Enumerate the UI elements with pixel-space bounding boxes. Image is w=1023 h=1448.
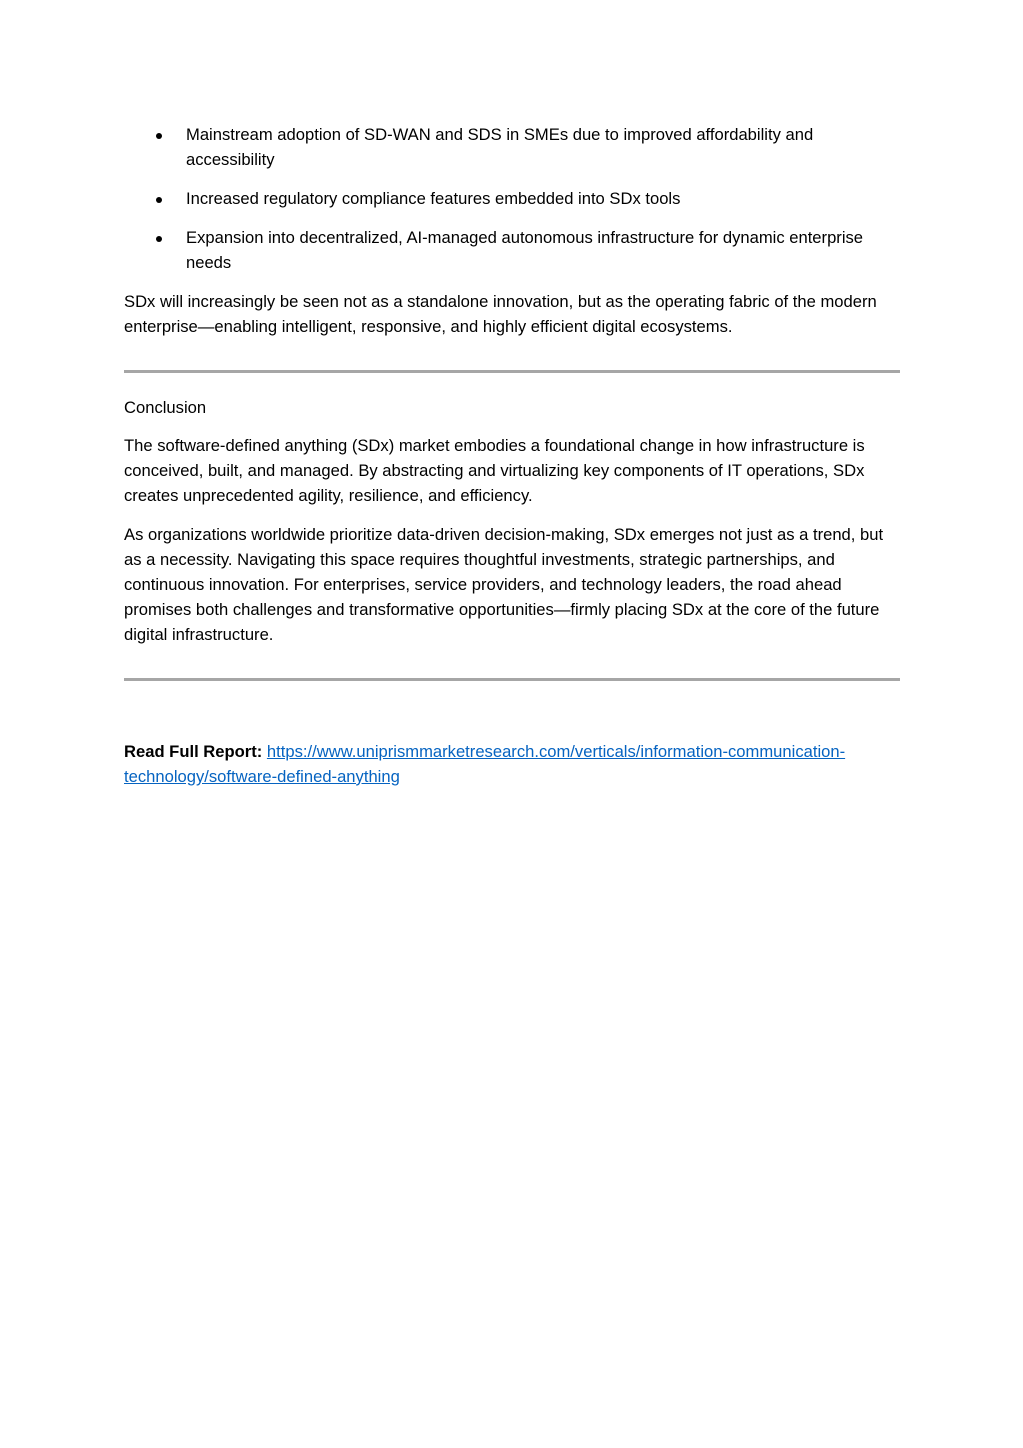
document-page (124, 122, 900, 803)
read-full-report (124, 739, 900, 789)
bullet-text: Mainstream adoption of SD-WAN and SDS in SMEs due to improved affordability and accessibility (186, 125, 814, 169)
bullet-icon (156, 236, 162, 242)
conclusion-paragraph-2: As organizations worldwide prioritize data-driven decision-making, SDx emerges not just as a trend, but as a necessity. Navigating this space requires thoughtful investments, strategic partnerships, and continuous innovation. For enterprises, service providers, and technology leaders, the road ahead promises both challenges and transformative opportunities—firmly placing SDx at the core of the future digital infrastructure. (124, 525, 884, 644)
bullet-icon (156, 197, 162, 203)
report-link[interactable]: https://www.uniprismmarketresearch.com/verticals/information-communication-technology/software-defined-anything (124, 742, 846, 786)
bullet-icon (156, 133, 162, 139)
section-divider (124, 370, 900, 373)
list-item (124, 122, 866, 172)
outlook-closing-paragraph: SDx will increasingly be seen not as a standalone innovation, but as the operating fabric of the modern enterprise—enabling intelligent, responsive, and highly efficient digital ecosystems. (124, 292, 877, 336)
bullet-text: Increased regulatory compliance features embedded into SDx tools (186, 189, 681, 208)
read-full-report-label: Read Full Report: (124, 742, 263, 761)
conclusion-heading: Conclusion (124, 398, 207, 417)
section-divider (124, 678, 900, 681)
list-item (124, 186, 866, 211)
outlook-bullet-list (124, 122, 900, 275)
bullet-text: Expansion into decentralized, AI-managed autonomous infrastructure for dynamic enterprise needs (186, 228, 864, 272)
conclusion-paragraph-1: The software-defined anything (SDx) market embodies a foundational change in how infrastructure is conceived, built, and managed. By abstracting and virtualizing key components of IT operations, SDx creates unprecedented agility, resilience, and efficiency. (124, 436, 865, 505)
list-item (124, 225, 866, 275)
